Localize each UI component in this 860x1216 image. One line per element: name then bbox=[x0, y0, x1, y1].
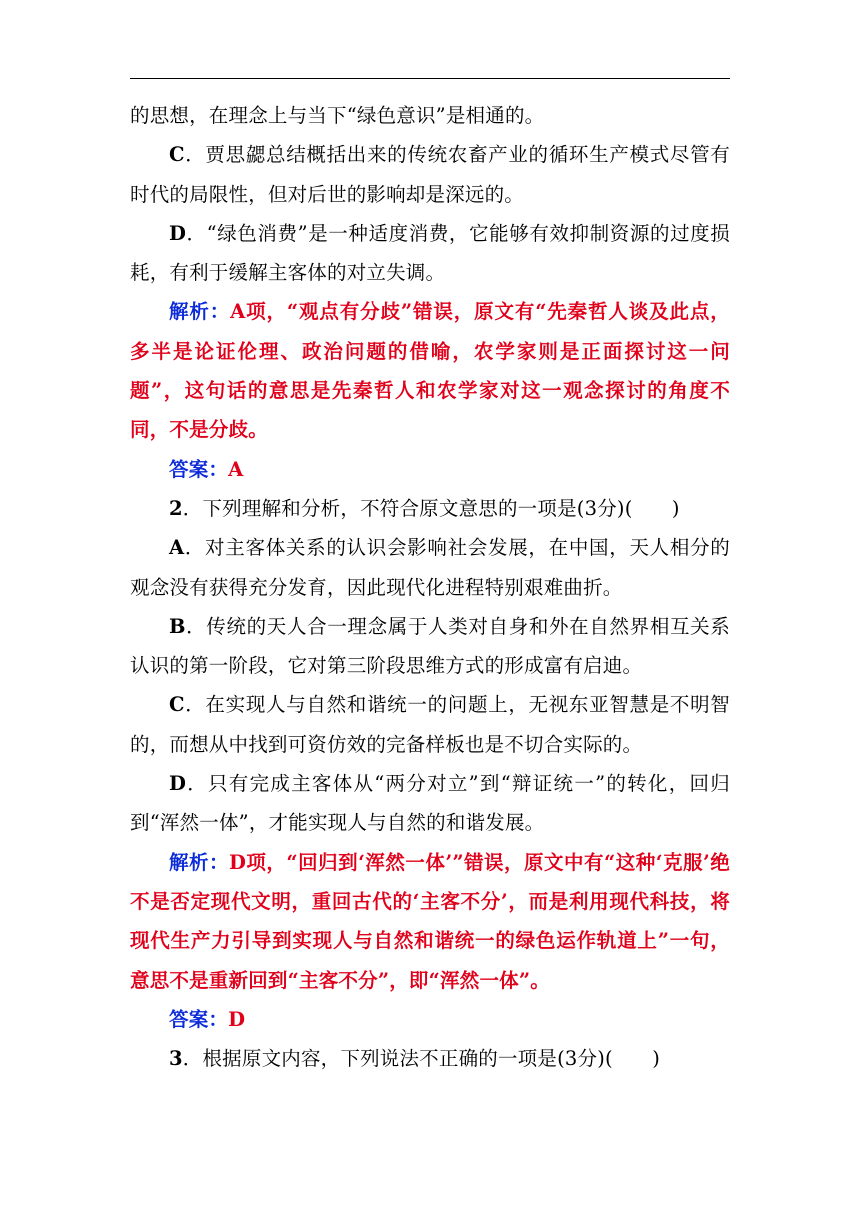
analysis-label: 解析： bbox=[169, 300, 231, 324]
option-text: ．贾思勰总结概括出来的传统农畜产业的循环生产模式尽管有时代的局限性，但对后世的影响却是深远的。 bbox=[130, 143, 730, 206]
q1-option-c bbox=[130, 135, 730, 214]
q2-answer bbox=[130, 1000, 730, 1039]
option-text: ．传统的天人合一理念属于人类对自身和外在自然界相互关系认识的第一阶段，它对第三阶段思维方式的形成富有启迪。 bbox=[130, 614, 730, 678]
q1-answer bbox=[130, 450, 730, 489]
q2-analysis bbox=[130, 843, 730, 1000]
q1-analysis bbox=[130, 292, 730, 449]
q2-stem bbox=[130, 489, 730, 528]
answer-label: 答案： bbox=[169, 457, 229, 481]
q2-option-b bbox=[130, 607, 730, 686]
question-number: 3 bbox=[169, 1047, 183, 1071]
header-rule bbox=[130, 78, 730, 79]
option-text: ．在实现人与自然和谐统一的问题上，无视东亚智慧是不明智的，而想从中找到可资仿效的完备样板也是不切合实际的。 bbox=[130, 693, 730, 756]
answer-value: D bbox=[228, 1007, 246, 1031]
continuation-text: 的思想，在理念上与当下“绿色意识”是相通的。 bbox=[130, 104, 545, 127]
option-letter: D bbox=[169, 772, 187, 796]
question-text: ．下列理解和分析，不符合原文意思的一项是(3分)( ) bbox=[182, 496, 680, 520]
q2-option-a bbox=[130, 528, 730, 607]
answer-value: A bbox=[228, 457, 244, 481]
document-body bbox=[130, 96, 730, 1078]
option-text: ．“绿色消费”是一种适度消费，它能够有效抑制资源的过度损耗，有利于缓解主客体的对立失调。 bbox=[130, 221, 730, 285]
q1-option-d bbox=[130, 214, 730, 293]
q2-option-c bbox=[130, 685, 730, 764]
q3-stem bbox=[130, 1039, 730, 1078]
q2-option-d bbox=[130, 764, 730, 843]
option-letter: D bbox=[169, 221, 187, 245]
option-letter: C bbox=[169, 143, 185, 167]
answer-label: 答案： bbox=[169, 1007, 229, 1031]
continuation-line bbox=[130, 96, 730, 135]
option-letter: B bbox=[169, 614, 186, 638]
analysis-text: A项，“观点有分歧”错误，原文有“先秦哲人谈及此点，多半是论证伦理、政治问题的借喻，农学家则是正面探讨这一问题”，这句话的意思是先秦哲人和农学家对这一观念探讨的角度不同，不是分歧。 bbox=[130, 300, 731, 442]
option-letter: C bbox=[169, 693, 185, 717]
analysis-label: 解析： bbox=[169, 850, 229, 874]
option-text: ．只有完成主客体从“两分对立”到“辩证统一”的转化，回归到“浑然一体”，才能实现人与自然的和谐发展。 bbox=[130, 772, 730, 835]
analysis-text: D项，“回归到‘浑然一体’”错误，原文中有“这种‘克服’绝不是否定现代文明，重回古代的‘主客不分’，而是利用现代科技，将现代生产力引导到实现人与自然和谐统一的绿色运作轨道上”一句，意思不是重新回到“主客不分”，即“浑然一体”。 bbox=[130, 850, 731, 992]
question-number: 2 bbox=[169, 496, 183, 520]
option-letter: A bbox=[169, 536, 185, 560]
question-text: ．根据原文内容，下列说法不正确的一项是(3分)( ) bbox=[182, 1047, 661, 1071]
option-text: ．对主客体关系的认识会影响社会发展，在中国，天人相分的观念没有获得充分发育，因此现代化进程特别艰难曲折。 bbox=[130, 536, 730, 599]
